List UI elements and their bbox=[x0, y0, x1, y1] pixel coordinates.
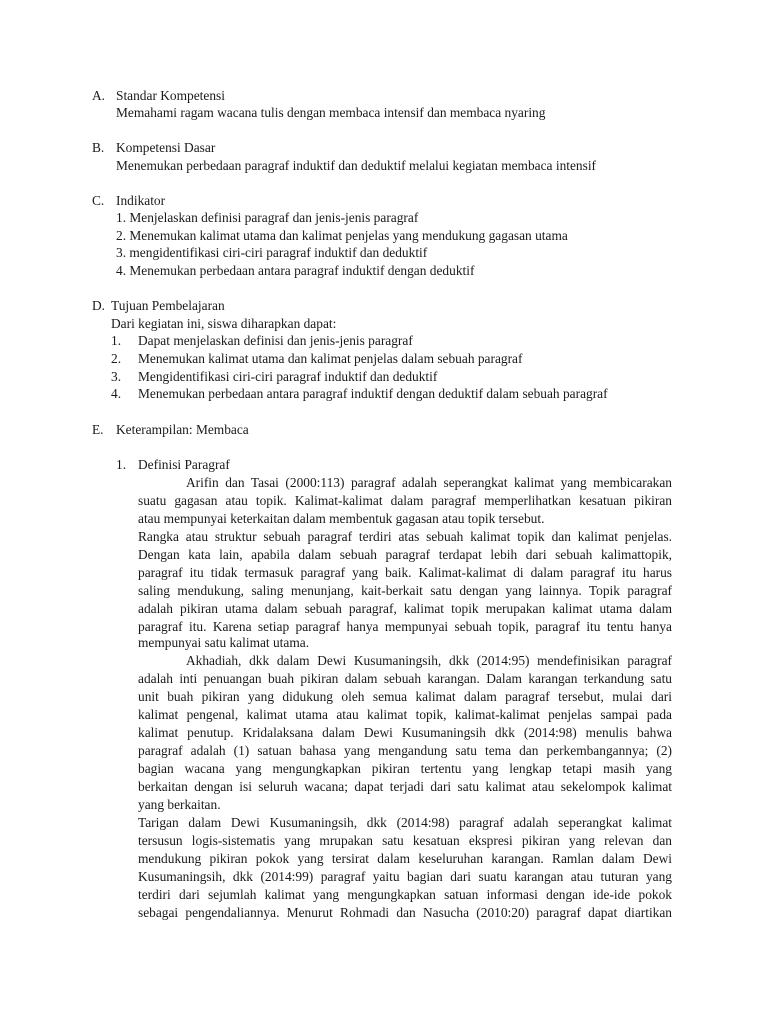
section-b-letter: B. bbox=[92, 140, 105, 155]
tujuan-item-text: Dapat menjelaskan definisi dan jenis-jenis paragraf bbox=[138, 333, 413, 348]
paragraph-line: kalimat pengenal, kalimat utama atau kalimat topik, kalimat-kalimat penjelas sampai pada bbox=[138, 707, 672, 722]
section-b-body: Menemukan perbedaan paragraf induktif dan deduktif melalui kegiatan membaca intensif bbox=[116, 158, 597, 173]
subsection-title: Definisi Paragraf bbox=[138, 457, 230, 472]
section-c-title: Indikator bbox=[116, 193, 166, 208]
indikator-item: 4. Menemukan perbedaan antara paragraf induktif dengan deduktif bbox=[116, 263, 475, 278]
paragraph-line: tersusun logis-sistematis yang mrupakan satu kesatuan ekspresi pikiran yang relevan dan bbox=[138, 833, 672, 848]
paragraph-line: Rangka atau struktur sebuah paragraf terdiri atas sebuah kalimat topik dan kalimat penjelas. bbox=[138, 529, 672, 544]
tujuan-item-text: Menemukan perbedaan antara paragraf induktif dengan deduktif dalam sebuah paragraf bbox=[138, 386, 608, 401]
paragraph-line: Akhadiah, dkk dalam Dewi Kusumaningsih, dkk (2014:95) mendefinisikan paragraf bbox=[186, 653, 672, 668]
tujuan-item-number: 3. bbox=[111, 369, 122, 384]
paragraph-line: paragraf itu. Karena setiap paragraf hanya mempunyai sebuah topik, paragraf itu tentu hanya bbox=[138, 619, 672, 634]
indikator-item: 3. mengidentifikasi ciri-ciri paragraf induktif dan deduktif bbox=[116, 245, 428, 260]
tujuan-item-number: 2. bbox=[111, 351, 122, 366]
section-d-intro: Dari kegiatan ini, siswa diharapkan dapat: bbox=[111, 316, 337, 331]
paragraph-line: adalah inti penuangan buah pikiran dalam sebuah karangan. Dalam karangan terkandung satu bbox=[138, 671, 672, 686]
tujuan-item-number: 1. bbox=[111, 333, 122, 348]
section-d-letter: D. bbox=[92, 298, 106, 313]
section-a-body: Memahami ragam wacana tulis dengan membaca intensif dan membaca nyaring bbox=[116, 105, 546, 120]
paragraph-line: paragraf itu tidak termasuk paragraf yang baik. Kalimat-kalimat di dalam paragraf itu harus bbox=[138, 565, 672, 580]
section-e-title: Keterampilan: Membaca bbox=[116, 422, 249, 437]
paragraph-line: kalimat penutup. Kridalaksana dalam Dewi Kusumaningsih dkk (2014:98) menulis bahwa bbox=[138, 725, 672, 740]
paragraph-line: Arifin dan Tasai (2000:113) paragraf adalah seperangkat kalimat yang membicarakan bbox=[186, 475, 672, 490]
paragraph-line: bagian wacana yang mengungkapkan pikiran tertentu yang lengkap tetapi masih yang bbox=[138, 761, 672, 776]
paragraph-line: unit buah pikiran yang didukung oleh semua kalimat dalam paragraf tersebut, mulai dari bbox=[138, 689, 672, 704]
paragraph-line: yang berkaitan. bbox=[138, 797, 221, 812]
tujuan-item-text: Mengidentifikasi ciri-ciri paragraf induktif dan deduktif bbox=[138, 369, 438, 384]
paragraph-line: paragraf adalah (1) satuan bahasa yang mengandung satu tema dan perkembangannya; (2) bbox=[138, 743, 672, 758]
paragraph-line: Dengan kata lain, apabila dalam sebuah paragraf terdapat lebih dari sebuah kalimattopik, bbox=[138, 547, 672, 562]
paragraph-line: Tarigan dalam Dewi Kusumaningsih, dkk (2014:98) paragraf adalah seperangkat kalimat bbox=[138, 815, 672, 830]
section-e-letter: E. bbox=[92, 422, 104, 437]
section-d-title: Tujuan Pembelajaran bbox=[111, 298, 225, 313]
section-a-title: Standar Kompetensi bbox=[116, 88, 225, 103]
paragraph-line: mempunyai satu kalimat utama. bbox=[138, 635, 310, 650]
paragraph-line: suatu gagasan atau topik. Kalimat-kalimat dalam paragraf memperlihatkan kesatuan pikiran bbox=[138, 493, 672, 508]
indikator-item: 1. Menjelaskan definisi paragraf dan jenis-jenis paragraf bbox=[116, 210, 419, 225]
section-a-letter: A. bbox=[92, 88, 106, 103]
paragraph-line: terdiri dari sejumlah kalimat yang mengungkapkan satuan informasi dengan ide-ide pokok bbox=[138, 887, 672, 902]
section-c-letter: C. bbox=[92, 193, 105, 208]
subsection-number: 1. bbox=[116, 457, 127, 472]
tujuan-item-text: Menemukan kalimat utama dan kalimat penjelas dalam sebuah paragraf bbox=[138, 351, 523, 366]
paragraph-line: saling mendukung, saling menunjang, kait-berkait satu dengan yang lainnya. Topik paragraf bbox=[138, 583, 672, 598]
tujuan-item-number: 4. bbox=[111, 386, 122, 401]
paragraph-line: mendukung pikiran pokok yang tersirat dalam keseluruhan karangan. Ramlan dalam Dewi bbox=[138, 851, 672, 866]
paragraph-line: berkaitan dengan isi seluruh wacana; dapat terjadi dari satu kalimat atau sekelompok kalimat bbox=[138, 779, 672, 794]
section-b-title: Kompetensi Dasar bbox=[116, 140, 216, 155]
indikator-item: 2. Menemukan kalimat utama dan kalimat penjelas yang mendukung gagasan utama bbox=[116, 228, 568, 243]
paragraph-line: Kusumaningsih, dkk (2014:99) paragraf yaitu bagian dari suatu karangan atau tuturan yang bbox=[138, 869, 672, 884]
paragraph-line: sebagai pengendaliannya. Menurut Rohmadi dan Nasucha (2010:20) paragraf dapat diartikan bbox=[138, 905, 672, 920]
paragraph-line: atau mempunyai keterkaitan dalam membentuk gagasan atau topik tersebut. bbox=[138, 511, 545, 526]
paragraph-line: adalah pikiran utama dalam sebuah paragraf, kalimat topik merupakan kalimat utama dalam bbox=[138, 601, 672, 616]
